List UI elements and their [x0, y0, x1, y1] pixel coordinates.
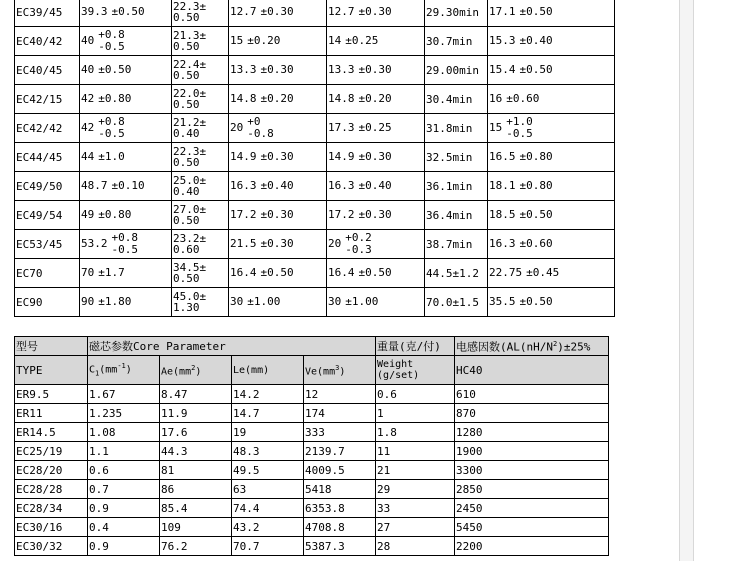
c2-cell [172, 114, 229, 143]
header-ae: $Ae(mm^2)$ [160, 356, 232, 385]
c3-cell [229, 201, 327, 230]
c6-value: 18.5 [489, 208, 516, 221]
c2-line-1: 23.2± [173, 232, 207, 245]
c1-cell [80, 259, 172, 288]
le-cell: 63 [232, 480, 304, 499]
c1-tolerance: ±0.50 [98, 63, 132, 76]
ve-cell: 5418 [304, 480, 376, 499]
c3-cell [229, 288, 327, 317]
c3-tolerance: ±0.30 [260, 63, 294, 76]
type-cell: EC90 [15, 288, 80, 317]
table-row [15, 230, 615, 259]
table-row [15, 480, 609, 499]
header-model: 型号 [15, 337, 88, 356]
c6-tolerance: ±0.60 [506, 92, 540, 105]
c6-tolerance: +1.0 [506, 115, 533, 128]
c3-value: 16.4 [230, 266, 257, 279]
c3-value: 12.7 [230, 5, 257, 18]
c1-cell [80, 27, 172, 56]
c6-tolerance: ±0.50 [519, 295, 553, 308]
type-cell: EC39/45 [15, 0, 80, 27]
c4-cell [327, 143, 425, 172]
c3-tolerance: +0 [247, 115, 261, 128]
c1-cell: 1.235 [88, 404, 160, 423]
c2-cell [172, 0, 229, 27]
c2-cell [172, 56, 229, 85]
c1-tolerance: +0.8 [111, 231, 138, 244]
c3-cell [229, 56, 327, 85]
header-inductance: 电感因数($AL(nH/N^2)\pm 25\%$ [455, 337, 609, 356]
c6-value: 15.3 [489, 34, 516, 47]
c2-line-1: 21.3± [173, 29, 207, 42]
c1-value: 70 [81, 266, 95, 279]
w-cell: 21 [376, 461, 455, 480]
c4-tolerance: ±0.40 [358, 179, 392, 192]
c3-value: 21.5 [230, 237, 257, 250]
c6-value: 16.5 [489, 150, 516, 163]
c1-cell: 1.1 [88, 442, 160, 461]
c5-cell: 36.4min [425, 201, 488, 230]
c5-cell: 36.1min [425, 172, 488, 201]
c1-tolerance: -0.5 [98, 40, 125, 53]
ae-cell: 81 [160, 461, 232, 480]
c5-cell: 32.5min [425, 143, 488, 172]
c4-value: 14 [328, 34, 342, 47]
header-row-1 [15, 337, 609, 356]
c3-value: 30 [230, 295, 244, 308]
al-cell: 3300 [455, 461, 609, 480]
al-cell: 5450 [455, 518, 609, 537]
c5-cell: 30.4min [425, 85, 488, 114]
c2-line-1: 22.4± [173, 58, 207, 71]
c4-tolerance: ±0.25 [345, 34, 379, 47]
c1-tolerance: ±0.80 [98, 92, 132, 105]
c6-tolerance: -0.5 [506, 127, 533, 140]
c6-tolerance: ±0.80 [519, 179, 553, 192]
c1-tolerance: -0.5 [111, 243, 138, 256]
page-scrollbar[interactable] [679, 0, 694, 561]
c4-cell [327, 0, 425, 27]
c6-cell [488, 230, 615, 259]
type-cell: ER14.5 [15, 423, 88, 442]
c3-value: 17.2 [230, 208, 257, 221]
c3-tolerance: ±0.20 [260, 92, 294, 105]
ae-cell: 76.2 [160, 537, 232, 556]
c2-line-2: 0.50 [173, 98, 200, 111]
w-cell: 1.8 [376, 423, 455, 442]
ve-cell: 4708.8 [304, 518, 376, 537]
c3-cell [229, 172, 327, 201]
c4-cell [327, 85, 425, 114]
c1-value: 90 [81, 295, 95, 308]
w-cell: 1 [376, 404, 455, 423]
c1-value: 40 [81, 34, 95, 47]
al-cell: 1280 [455, 423, 609, 442]
c1-tolerance: -0.5 [98, 127, 125, 140]
c3-cell [229, 230, 327, 259]
c2-cell [172, 27, 229, 56]
c2-line-2: 1.30 [173, 301, 200, 314]
c2-cell [172, 172, 229, 201]
header-core-parameter: 磁芯参数Core Parameter [88, 337, 376, 356]
c4-cell [327, 27, 425, 56]
type-cell: EC49/50 [15, 172, 80, 201]
c4-value: 14.8 [328, 92, 355, 105]
c1-cell [80, 230, 172, 259]
type-cell: EC25/19 [15, 442, 88, 461]
c2-line-2: 0.40 [173, 185, 200, 198]
w-cell: 33 [376, 499, 455, 518]
c5-cell: 31.8min [425, 114, 488, 143]
type-cell: EC28/28 [15, 480, 88, 499]
type-cell: ER9.5 [15, 385, 88, 404]
c6-tolerance: ±0.80 [519, 150, 553, 163]
c1-value: 53.2 [81, 237, 108, 250]
c2-line-2: 0.40 [173, 127, 200, 140]
ve-cell: 2139.7 [304, 442, 376, 461]
c1-value: 42 [81, 121, 95, 134]
c2-line-1: 27.0± [173, 203, 207, 216]
c6-value: 15.4 [489, 63, 516, 76]
type-cell: EC42/42 [15, 114, 80, 143]
type-cell: EC70 [15, 259, 80, 288]
type-cell: EC49/54 [15, 201, 80, 230]
c2-line-2: 0.50 [173, 214, 200, 227]
c5-cell: 29.30min [425, 0, 488, 27]
le-cell: 14.2 [232, 385, 304, 404]
dimensions-table-body [15, 0, 615, 317]
type-cell: EC30/32 [15, 537, 88, 556]
c1-cell: 0.6 [88, 461, 160, 480]
c4-tolerance: ±0.20 [358, 92, 392, 105]
c2-line-1: 21.2± [173, 116, 207, 129]
c2-line-1: 22.3± [173, 0, 207, 13]
header-material: HC40 [455, 356, 609, 385]
table-row [15, 114, 615, 143]
c4-tolerance: ±0.30 [358, 5, 392, 18]
c4-tolerance: +0.2 [345, 231, 372, 244]
c4-value: 13.3 [328, 63, 355, 76]
c1-cell [80, 85, 172, 114]
c4-tolerance: ±0.50 [358, 266, 392, 279]
c4-value: 12.7 [328, 5, 355, 18]
c6-cell [488, 172, 615, 201]
c1-cell: 0.4 [88, 518, 160, 537]
type-cell: EC44/45 [15, 143, 80, 172]
c3-value: 16.3 [230, 179, 257, 192]
header-weight: 重量(克/付) [376, 337, 455, 356]
c2-line-1: 34.5± [173, 261, 207, 274]
ae-cell: 86 [160, 480, 232, 499]
c4-cell [327, 201, 425, 230]
le-cell: 74.4 [232, 499, 304, 518]
c6-tolerance: ±0.45 [526, 266, 560, 279]
c2-line-2: 0.60 [173, 243, 200, 256]
al-cell: 2200 [455, 537, 609, 556]
c4-cell [327, 114, 425, 143]
type-cell: EC28/34 [15, 499, 88, 518]
le-cell: 14.7 [232, 404, 304, 423]
c3-value: 13.3 [230, 63, 257, 76]
c6-value: 22.75 [489, 266, 523, 279]
ae-cell: 11.9 [160, 404, 232, 423]
c3-tolerance: ±1.00 [247, 295, 281, 308]
c3-cell [229, 143, 327, 172]
c3-value: 20 [230, 121, 244, 134]
ae-cell: 109 [160, 518, 232, 537]
c1-tolerance: ±1.0 [98, 150, 125, 163]
header-ve: $Ve(mm^3)$ [304, 356, 376, 385]
c6-value: 17.1 [489, 5, 516, 18]
c3-tolerance: -0.8 [247, 127, 274, 140]
table-row [15, 385, 609, 404]
c3-tolerance: ±0.50 [260, 266, 294, 279]
c4-value: 14.9 [328, 150, 355, 163]
c2-line-2: 0.50 [173, 40, 200, 53]
c1-tolerance: +0.8 [98, 115, 125, 128]
c4-cell [327, 172, 425, 201]
c1-cell: 1.67 [88, 385, 160, 404]
c3-tolerance: ±0.30 [260, 237, 294, 250]
c5-cell: 29.00min [425, 56, 488, 85]
al-cell: 870 [455, 404, 609, 423]
c2-cell [172, 259, 229, 288]
core-parameter-table-body [15, 337, 609, 556]
type-cell: EC28/20 [15, 461, 88, 480]
ve-cell: 4009.5 [304, 461, 376, 480]
type-cell: EC42/15 [15, 85, 80, 114]
c4-tolerance: ±0.30 [358, 208, 392, 221]
ae-cell: 44.3 [160, 442, 232, 461]
c3-cell [229, 85, 327, 114]
c1-cell: 0.9 [88, 537, 160, 556]
table-row [15, 537, 609, 556]
c3-value: 14.8 [230, 92, 257, 105]
c6-value: 16.3 [489, 237, 516, 250]
c6-cell [488, 0, 615, 27]
c6-cell [488, 288, 615, 317]
header-c1: $C_1(mm^{-1})$ [88, 356, 160, 385]
ve-cell: 5387.3 [304, 537, 376, 556]
c2-line-2: 0.50 [173, 272, 200, 285]
c3-cell [229, 27, 327, 56]
c4-value: 17.2 [328, 208, 355, 221]
c3-cell [229, 114, 327, 143]
c6-cell [488, 56, 615, 85]
c6-value: 15 [489, 121, 503, 134]
c4-cell [327, 230, 425, 259]
le-cell: 43.2 [232, 518, 304, 537]
c6-cell [488, 259, 615, 288]
c1-cell [80, 143, 172, 172]
w-cell: 29 [376, 480, 455, 499]
c1-value: 49 [81, 208, 95, 221]
header-row-2 [15, 356, 609, 385]
c2-line-1: 45.0± [173, 290, 207, 303]
type-cell: EC53/45 [15, 230, 80, 259]
c6-value: 16 [489, 92, 503, 105]
ve-cell: 333 [304, 423, 376, 442]
c6-tolerance: ±0.50 [519, 63, 553, 76]
type-cell: ER11 [15, 404, 88, 423]
c4-value: 17.3 [328, 121, 355, 134]
type-cell: EC30/16 [15, 518, 88, 537]
c2-cell [172, 230, 229, 259]
w-cell: 27 [376, 518, 455, 537]
c4-value: 16.3 [328, 179, 355, 192]
c6-cell [488, 27, 615, 56]
c1-cell: 0.7 [88, 480, 160, 499]
c3-tolerance: ±0.30 [260, 208, 294, 221]
c2-line-1: 22.0± [173, 87, 207, 100]
al-cell: 610 [455, 385, 609, 404]
table-row [15, 518, 609, 537]
c3-cell [229, 0, 327, 27]
c2-cell [172, 288, 229, 317]
c1-value: 44 [81, 150, 95, 163]
c2-line-2: 0.50 [173, 156, 200, 169]
ae-cell: 17.6 [160, 423, 232, 442]
c1-tolerance: ±1.80 [98, 295, 132, 308]
c1-value: 42 [81, 92, 95, 105]
c6-cell [488, 114, 615, 143]
c1-cell [80, 288, 172, 317]
table-row [15, 172, 615, 201]
c2-line-2: 0.50 [173, 69, 200, 82]
c3-tolerance: ±0.30 [260, 5, 294, 18]
c1-cell [80, 56, 172, 85]
c6-cell [488, 85, 615, 114]
header-type: TYPE [15, 356, 88, 385]
c1-cell [80, 0, 172, 27]
c2-line-2: 0.50 [173, 11, 200, 24]
header-weight-unit: Weight (g/set) [376, 356, 455, 385]
c6-tolerance: ±0.40 [519, 34, 553, 47]
c3-tolerance: ±0.30 [260, 150, 294, 163]
c1-tolerance: ±1.7 [98, 266, 125, 279]
table-row [15, 143, 615, 172]
c5-cell: 38.7min [425, 230, 488, 259]
c4-value: 16.4 [328, 266, 355, 279]
c4-value: 30 [328, 295, 342, 308]
c3-tolerance: ±0.20 [247, 34, 281, 47]
c2-line-1: 25.0± [173, 174, 207, 187]
ae-cell: 85.4 [160, 499, 232, 518]
c5-cell: 70.0±1.5 [425, 288, 488, 317]
dimensions-table [14, 0, 615, 317]
w-cell: 28 [376, 537, 455, 556]
table-row [15, 259, 615, 288]
c3-value: 14.9 [230, 150, 257, 163]
c1-tolerance: ±0.50 [111, 5, 145, 18]
c4-tolerance: -0.3 [345, 243, 372, 256]
al-cell: 2450 [455, 499, 609, 518]
c6-value: 35.5 [489, 295, 516, 308]
table-row [15, 442, 609, 461]
table-row [15, 0, 615, 27]
c4-cell [327, 56, 425, 85]
c1-tolerance: +0.8 [98, 28, 125, 41]
c1-cell [80, 114, 172, 143]
c3-value: 15 [230, 34, 244, 47]
ae-cell: 8.47 [160, 385, 232, 404]
table-row [15, 461, 609, 480]
le-cell: 48.3 [232, 442, 304, 461]
le-cell: 49.5 [232, 461, 304, 480]
type-cell: EC40/42 [15, 27, 80, 56]
table-row [15, 27, 615, 56]
table-row [15, 56, 615, 85]
c1-value: 39.3 [81, 5, 108, 18]
al-cell: 2850 [455, 480, 609, 499]
w-cell: 0.6 [376, 385, 455, 404]
c5-cell: 44.5±1.2 [425, 259, 488, 288]
c1-cell: 1.08 [88, 423, 160, 442]
c1-tolerance: ±0.10 [111, 179, 145, 192]
c4-tolerance: ±0.30 [358, 150, 392, 163]
c1-value: 40 [81, 63, 95, 76]
c3-cell [229, 259, 327, 288]
table-row [15, 288, 615, 317]
c6-cell [488, 201, 615, 230]
ve-cell: 12 [304, 385, 376, 404]
c6-tolerance: ±0.50 [519, 5, 553, 18]
w-cell: 11 [376, 442, 455, 461]
c1-cell [80, 172, 172, 201]
table-row [15, 423, 609, 442]
c4-value: 20 [328, 237, 342, 250]
c2-cell [172, 85, 229, 114]
c2-cell [172, 143, 229, 172]
c6-cell [488, 143, 615, 172]
c1-cell: 0.9 [88, 499, 160, 518]
c1-value: 48.7 [81, 179, 108, 192]
c4-cell [327, 259, 425, 288]
c4-tolerance: ±0.30 [358, 63, 392, 76]
header-le: Le(mm) [232, 356, 304, 385]
le-cell: 19 [232, 423, 304, 442]
table-row [15, 201, 615, 230]
c1-cell [80, 201, 172, 230]
table-row [15, 404, 609, 423]
core-parameter-table [14, 336, 609, 556]
type-cell: EC40/45 [15, 56, 80, 85]
c4-cell [327, 288, 425, 317]
table-row [15, 85, 615, 114]
c2-line-1: 22.3± [173, 145, 207, 158]
c6-value: 18.1 [489, 179, 516, 192]
le-cell: 70.7 [232, 537, 304, 556]
ve-cell: 6353.8 [304, 499, 376, 518]
c2-cell [172, 201, 229, 230]
c1-tolerance: ±0.80 [98, 208, 132, 221]
c4-tolerance: ±1.00 [345, 295, 379, 308]
table-row [15, 499, 609, 518]
c4-tolerance: ±0.25 [358, 121, 392, 134]
ve-cell: 174 [304, 404, 376, 423]
c6-tolerance: ±0.60 [519, 237, 553, 250]
c5-cell: 30.7min [425, 27, 488, 56]
c6-tolerance: ±0.50 [519, 208, 553, 221]
c3-tolerance: ±0.40 [260, 179, 294, 192]
al-cell: 1900 [455, 442, 609, 461]
